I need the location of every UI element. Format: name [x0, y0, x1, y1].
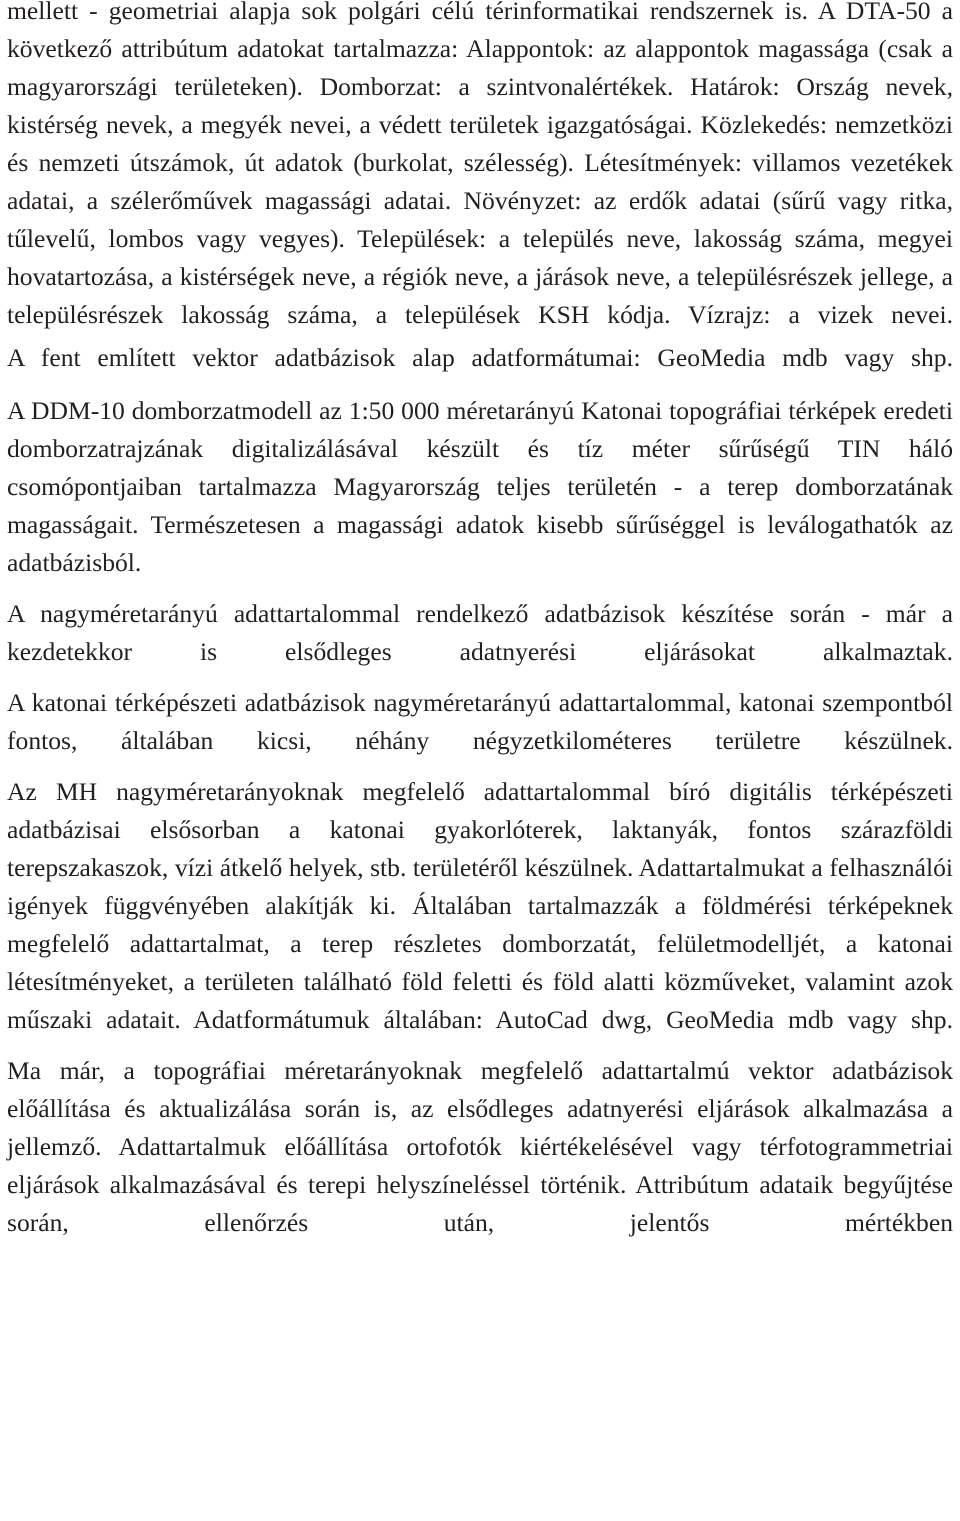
- paragraph-vector-formats: A fent említett vektor adatbázisok alap adatformátumai: GeoMedia mdb vagy shp.: [7, 343, 953, 372]
- paragraph-large-scale-databases: A nagyméretarányú adattartalommal rendelkező adatbázisok készítése során - már a kezdetekkor is elsődleges adatnyerési eljárásokat alkalmaztak.: [7, 599, 953, 666]
- paragraph-topographic-vector: Ma már, a topográfiai méretarányoknak megfelelő adattartalmú vektor adatbázisok előállítása és aktualizálása során is, az elsődleges adatnyerési eljárások alkalmazása a jellemző. Adattartalmuk előállítása ortofotók kiértékelésével vagy térfotogrammetriai eljárások alkalmazásával és terepi helyszíneléssel történik. Attribútum adataik begyűjtése során, ellenőrzés után, jelentős mértékben: [7, 1056, 953, 1237]
- paragraph-military-databases: A katonai térképészeti adatbázisok nagyméretarányú adattartalommal, katonai szempontból fontos, általában kicsi, néhány négyzetkilométeres területre készülnek.: [7, 688, 953, 755]
- paragraph-mh-databases: Az MH nagyméretarányoknak megfelelő adattartalommal bíró digitális térképészeti adatbázisai elsősorban a katonai gyakorlóterek, laktanyák, fontos szárazföldi terepszakaszok, vízi átkelő helyek, stb. területéről készülnek. Adattartalmukat a felhasználói igények függvényében alakítják ki. Általában tartalmazzák a földmérési térképeknek megfelelő adattartalmat, a terep részletes domborzatát, felületmodelljét, a katonai létesítményeket, a területen található föld feletti és föld alatti közműveket, valamint azok műszaki adatait. Adatformátumuk általában: AutoCad dwg, GeoMedia mdb vagy shp.: [7, 777, 953, 1034]
- paragraph-dta50-attributes: mellett - geometriai alapja sok polgári célú térinformatikai rendszernek is. A DTA-50 a következő attribútum adatokat tartalmazza: Alappontok: az alappontok magassága (csak a magyarországi területeken). Domborzat: a szintvonalértékek. Határok: Ország nevek, kistérség nevek, a megyék nevei, a védett területek igazgatóságai. Közlekedés: nemzetközi és nemzeti útszámok, út adatok (burkolat, szélesség). Létesítmények: villamos vezetékek adatai, a szélerőművek magassági adatai. Növényzet: az erdők adatai (sűrű vagy ritka, tűlevelű, lombos vagy vegyes). Települések: a település neve, lakosság száma, megyei hovatartozása, a kistérségek neve, a régiók neve, a járások neve, a településrészek jellege, a településrészek lakosság száma, a települések KSH kódja. Vízrajz: a vizek nevei.: [7, 0, 953, 329]
- paragraph-ddm10: A DDM-10 domborzatmodell az 1:50 000 méretarányú Katonai topográfiai térképek eredeti domborzatrajzának digitalizálásával készült és tíz méter sűrűségű TIN háló csomópontjaiban tartalmazza Magyarország teljes területén - a terep domborzatának magasságait. Természetesen a magassági adatok kisebb sűrűséggel is leválogathatók az adatbázisból.: [7, 396, 953, 577]
